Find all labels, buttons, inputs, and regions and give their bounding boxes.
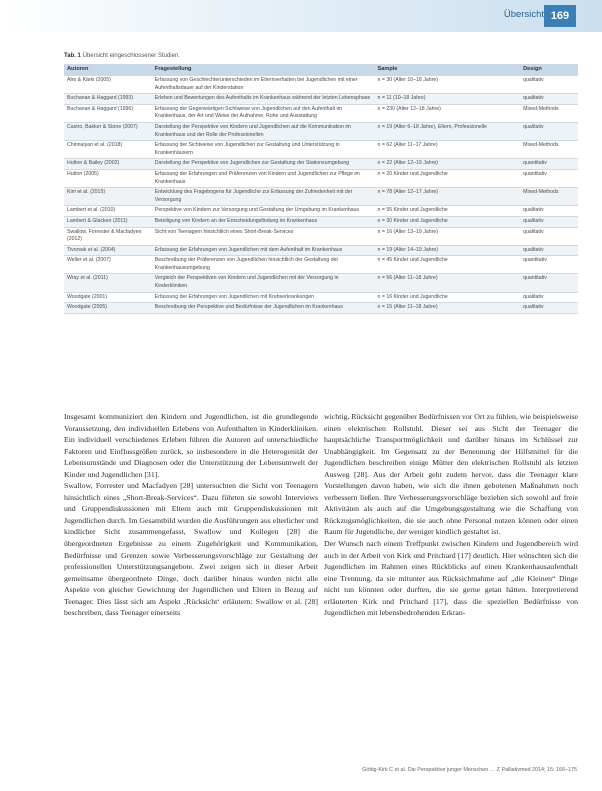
table-cell: Wray et al. (2011) [64, 274, 152, 292]
table-cell: Woodgate (2005) [64, 303, 152, 314]
table-cell: qualitativ [520, 216, 578, 227]
table-row [64, 104, 578, 122]
body-paragraph: wichtig, Rücksicht gegenüber Bedürfnissen vor Ort zu fühlen, wie beispielsweise einen elektrischen Rollstuhl. Dieser sei aus Sicht der Teenager die hauptsächliche Transportmöglichkeit und darüber hinaus im Schlüssel zur Unabhängigkeit. Im Gegensatz zu der Benennung der Hilfsmittel für die Jugendlichen beschreiben einige Mütter den elektrischen Rollstuhl als letzten Ausweg [28]. Aus der Arbeit geht zudem hervor, dass die Teenager klare Vorstellungen davon haben, wie sich die ihnen gebotenen Maßnahmen noch verbessern ließen. Ihre Verbesserungsvorschläge beziehen sich sowohl auf freie Aktivitäten als auch auf die Umgebungsgestaltung wie die Schaffung von Rückzugsmöglichkeiten, die sie auch ohne Personal nutzen können oder einen Raum für Jugendliche, der weniger kindlich gestaltet ist. [324, 412, 578, 537]
body-paragraph: Swallow, Forrester und Macfadyen [28] untersuchten die Sicht von Teenagern hinsichtlich eines „Short-Break-Services“. Dazu führten sie sowohl Interviews und Gruppendiskussionen mit Eltern auch mit Gruppendiskussionen mit Jugendlichen durch. Im Gesamtbild wurden die Ausführungen aus elterlicher und kindlicher Sicht zusammengefasst, Swallow und Kollegen [28] die übergeordneten Ergebnisse zu einem Zugehörigkeit und Kommunikation, Bedürfnisse und Grenzen sowie Verbesserungsvorschläge zur Gestaltung der professionellen Unterstützungsangebote. Zwei zeigen sich in dieser Arbeit gemeinsame übergeordnete Dinge, doch darüber hinaus wurden nicht alle Aspekte von gleicher Gewichtung der Jugendlichen und Eltern in Bezug auf Teenager. Dies lässt sich am Aspekt ‚Rücksicht‘ erläutern: Swallow et al. [28] beschreiben, dass Teenager einerseits [64, 481, 318, 618]
column-header: Fragestellung [152, 64, 375, 76]
table-cell: Weller et al. (2007) [64, 256, 152, 274]
table-body [64, 76, 578, 313]
table-cell: Erfassung der Erfahrungen und Präferenzen von Kindern und Jugendlichen zur Pflege im Krankenhaus [152, 169, 375, 187]
table-cell: n = 19 (Alter 6–18 Jahre), Eltern, Professionelle [375, 122, 521, 140]
table-cell: Erfassung der Gegenwärtigen Sichtweise von Jugendlichen auf den Aufenthalt im Krankenhaus, der Art und Weise der Aufnahme, Ruhe und Ausstattung [152, 104, 375, 122]
table-cell: Lambert & Glacken (2011) [64, 216, 152, 227]
table-cell: Mixed-Methods [520, 104, 578, 122]
table-cell: Tivorsak et al. (2004) [64, 245, 152, 256]
page-header [0, 0, 602, 32]
table-cell: qualitativ [520, 292, 578, 303]
table-cell: n = 20 Kinder und Jugendliche [375, 169, 521, 187]
body-paragraph: Insgesamt kommuniziert den Kindern und Jugendlichen, ist die grundlegende Voraussetzung, den individuellen Erlebens von Aufenthalten in Kinderkliniken. Ein individuell verschiedenes Erleben führen die Autoren auf unterschiedliche Faktoren und Einflussgrößen zurück, so insbesondere in die Heterogenität der Lebensumstände und Diagnosen oder die Unterstützung der Lebensumwelt der Kinder und Jugendlichen [31]. [64, 412, 318, 479]
table-caption [64, 53, 180, 59]
table-row [64, 159, 578, 170]
table-header-row [64, 64, 578, 76]
table-cell: Aho & Kärki (2005) [64, 76, 152, 94]
table-cell: Hutton & Bailey (2002) [64, 159, 152, 170]
table-cell: Sicht von Teenagern hinsichtlich eines Short-Break-Services [152, 227, 375, 245]
table-cell: Mixed-Methods [520, 188, 578, 206]
table-cell: Castro, Bakker & Stone (2007) [64, 122, 152, 140]
table-cell: Erleben und Bewertungen des Aufenthalts im Krankenhaus während der letzten Lebensphase [152, 94, 375, 105]
table-row [64, 122, 578, 140]
table-row [64, 206, 578, 217]
table-cell: quantitativ [520, 274, 578, 292]
table-cell: quantitativ [520, 169, 578, 187]
table-cell: n = 55 Kinder und Jugendliche [375, 206, 521, 217]
table-row [64, 141, 578, 159]
table-cell: n = 22 (Alter 12–19 Jahre) [375, 159, 521, 170]
table-cell: n = 230 (Alter 12–18 Jahre) [375, 104, 521, 122]
table-cell: n = 19 (Alter 14–19 Jahre) [375, 245, 521, 256]
table-row [64, 188, 578, 206]
table-cell: Beschreibung der Präferenzen von Jugendlichen hinsichtlich der Gestaltung der Krankenhausumgebung [152, 256, 375, 274]
table-cell: qualitativ [520, 122, 578, 140]
column-header: Design [520, 64, 578, 76]
table-cell: quantitativ [520, 256, 578, 274]
table-cell: Erfassung von Geschlechterunterschieden im Elternverhalten bei Jugendlichen mit einer Aufenthaltsdauer auf der Kinderstation [152, 76, 375, 94]
table-cell: n = 45 Kinder und Jugendliche [375, 256, 521, 274]
table-cell: Vergleich der Perspektiven von Kindern und Jugendlichen mit der Versorgung in Kinderkliniken [152, 274, 375, 292]
table-cell: n = 56 (Alter 11–18 Jahre) [375, 274, 521, 292]
table-cell: n = 30 Kinder und Jugendliche [375, 216, 521, 227]
table-cell: qualitativ [520, 206, 578, 217]
table-cell: Darstellung der Perspektive von Kindern und Jugendlichen auf die Kommunikation im Krankenhaus und der Rolle der Professionellen [152, 122, 375, 140]
table-cell: Erfassung der Erfahrungen von Jugendlichen mit dem Aufenthalt im Krankenhaus [152, 245, 375, 256]
table-cell: Beteiligung von Kindern an der Entscheidungsfindung im Krankenhaus [152, 216, 375, 227]
column-header: Autoren [64, 64, 152, 76]
table-cell: Erfassung der Sichtweise von Jugendlichen zur Gestaltung und Unterstützung in Krankenhäusern [152, 141, 375, 159]
table-row [64, 292, 578, 303]
page-number: 169 [544, 5, 576, 27]
body-column-left [64, 411, 318, 619]
table-row [64, 169, 578, 187]
table-cell: Chinnaiyan et al. (2018) [64, 141, 152, 159]
table-cell: Buchanan & Haggard (1996) [64, 104, 152, 122]
table-cell: Woodgate (2001) [64, 292, 152, 303]
table-cell: Lambert et al. (2010) [64, 206, 152, 217]
table-cell: quantitativ [520, 159, 578, 170]
table-cell: Hutton (2005) [64, 169, 152, 187]
body-column-right [324, 411, 578, 619]
table-cell: n = 16 (Alter 13–19 Jahre) [375, 227, 521, 245]
table-row [64, 227, 578, 245]
table-cell: qualitativ [520, 303, 578, 314]
table-cell: qualitativ [520, 227, 578, 245]
table-cell: n = 11 (10–18 Jahre) [375, 94, 521, 105]
table-cell: Swallow, Forrester & Macfadyen (2012) [64, 227, 152, 245]
table-cell: qualitativ [520, 76, 578, 94]
table-cell: Kim et al. (2015) [64, 188, 152, 206]
table-row [64, 256, 578, 274]
body-paragraph: Der Wunsch nach einem Treffpunkt zwischen Kindern und Jugendbereich wird auch in der Arbeit von Kirk und Pritchard [17] deutlich. Hier wünschten sich die Jugendlichen im Rahmen eines Rückblicks auf einen Krankenhausaufenthalt eine Trennung, da sie mitunter aus Rücksichtnahme auf „die Kleinen“ Dinge nicht tun könnten oder durften, die sie gerne getan hätten. Interpretierend erläuterten Kirk und Pritchard [17], dass die speziellen Bedürfnisse von Jugendlichen mit lebensbedrohenden Erkran- [324, 539, 578, 618]
studies-table [64, 64, 578, 314]
table-cell: n = 62 (Alter 11–17 Jahre) [375, 141, 521, 159]
table-caption-text: Übersicht eingeschlossener Studien. [82, 53, 180, 59]
table-cell: Buchanan & Haggard (1993) [64, 94, 152, 105]
table-cell: Entwicklung des Fragebogens für Jugendliche zur Erfassung der Zufriedenheit mit der Versorgung [152, 188, 375, 206]
table-row [64, 94, 578, 105]
table-cell: n = 78 (Alter 12–17 Jahre) [375, 188, 521, 206]
table-cell: Beschreibung der Perspektive und Bedürfnisse der Jugendlichen im Krankenhaus [152, 303, 375, 314]
footer-citation: Göttig-Kirk C et al. Die Perspektive junger Menschen … Z Palliativmed 2014; 15: 166–175 [362, 767, 577, 773]
table-row [64, 274, 578, 292]
table-cell: qualitativ [520, 245, 578, 256]
table-row [64, 303, 578, 314]
column-header: Sample [375, 64, 521, 76]
section-title: Übersicht [503, 9, 544, 20]
table-cell: Darstellung der Perspektive von Jugendlichen zur Gestaltung der Stationsumgebung [152, 159, 375, 170]
table-row [64, 76, 578, 94]
table-cell: Mixed-Methods [520, 141, 578, 159]
table-row [64, 216, 578, 227]
table-cell: Erfassung der Erfahrungen von Jugendlichen mit Krebserkrankungen [152, 292, 375, 303]
table-caption-label: Tab. 1 [64, 53, 81, 59]
table-cell: n = 16 Kinder und Jugendliche [375, 292, 521, 303]
table-cell: Perspektive von Kindern zur Versorgung und Gestaltung der Umgebung im Krankenhaus [152, 206, 375, 217]
table-row [64, 245, 578, 256]
table-cell: qualitativ [520, 94, 578, 105]
table-cell: n = 15 (Alter 11–18 Jahre) [375, 303, 521, 314]
table-cell: n = 30 (Alter 10–18 Jahre) [375, 76, 521, 94]
